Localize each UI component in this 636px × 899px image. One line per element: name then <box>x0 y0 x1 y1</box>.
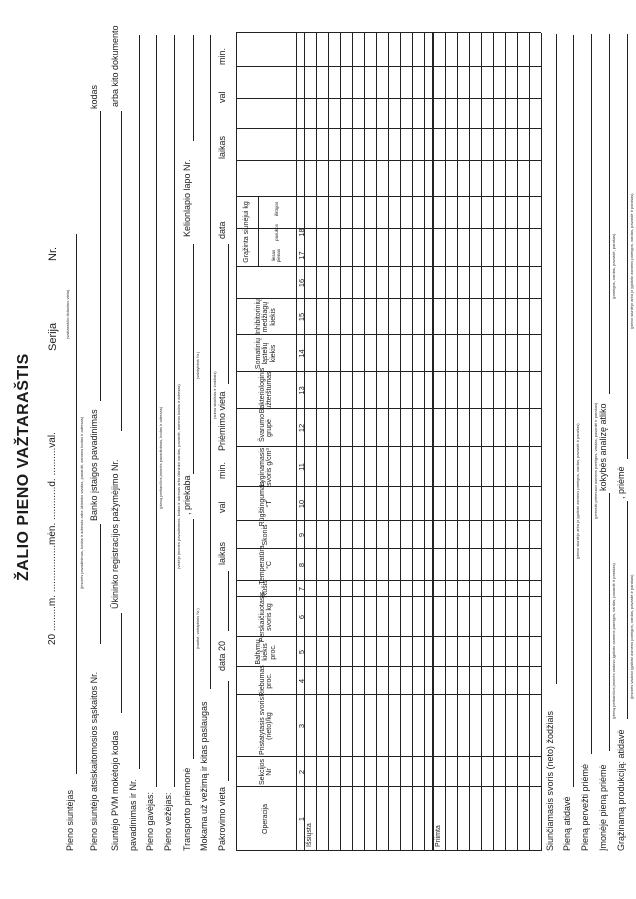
grazinama-label: Grąžinamą produkciją: atidavė <box>616 729 626 851</box>
table-header-cell: Baltymų kiekis proc. <box>254 639 277 665</box>
table-header-cell: Somatinių ląstelių kiekis <box>254 337 277 370</box>
form-title: ŽALIO PIENO VAŽTARAŠTIS <box>15 353 32 581</box>
table-row-line <box>388 33 389 851</box>
table-col-number: 9 <box>297 532 306 538</box>
min2-label: min. <box>217 47 227 65</box>
table-row-line <box>517 33 518 851</box>
pervezti-hint: (pervežti priėmusio asmens pareigos, vardas, pavardė ir parašas) <box>593 402 598 519</box>
table-header-cell: Rūšis <box>262 580 270 598</box>
laikas2-label: laikas <box>217 135 227 159</box>
table-header-cell: Temperatūra °C <box>258 545 273 585</box>
kodas-label: kodas <box>89 84 99 109</box>
gavejas-label: Pieno gavėjas: <box>145 791 155 851</box>
arba-label: arba kito dokumento <box>110 25 120 107</box>
table-header-cell: Riebumas proc. <box>258 665 273 697</box>
table-row-line <box>340 33 341 851</box>
table-col-number: 17 <box>297 251 306 260</box>
table-row-line <box>457 33 458 851</box>
table-col-line <box>236 128 541 129</box>
table-header-sub: išrūgos <box>273 201 279 217</box>
gavejas-hint: (pieną perkančios įmonės pavadinimas, kodas ir adresas) <box>158 406 163 509</box>
siuntejas-line <box>76 234 77 774</box>
table-bottom-line <box>541 33 542 851</box>
table-section-divider <box>432 33 434 851</box>
grazinama-hint: (įmonės vadovo įgalioto asmens pareigos, vardas, pavardė ir parašas) <box>629 574 634 699</box>
kokybe-hint: (pareigos, vardas, pavardė, parašas) <box>611 233 616 299</box>
prieme-hint: (pieno siuntėjo arba jo įgalioto asmens pareigos, vardas, pavardė ir parašas) <box>629 193 634 329</box>
netto-line <box>556 34 557 684</box>
table-col-number: 4 <box>297 678 306 684</box>
val2-label: val <box>217 91 227 103</box>
priekaba-line <box>193 244 194 474</box>
mokama-line <box>210 35 211 689</box>
table-col-number: 2 <box>297 769 306 775</box>
table-row-line <box>505 33 506 851</box>
nr-label: Nr. <box>47 246 59 261</box>
val-label: val <box>217 501 227 513</box>
ukininko-label: Ūkininko registracijos pažymėjimo Nr. <box>110 459 120 609</box>
kelionlapis-label: Kelionlapio lapo Nr. <box>182 159 192 237</box>
bankas-line <box>100 111 101 401</box>
section-issiusta: Išsiųsta <box>306 823 313 847</box>
table-col-number: 8 <box>297 562 306 568</box>
table-col-number: 11 <box>297 463 306 471</box>
table-header-cell: Sekcijos Nr <box>258 758 273 786</box>
pavadinimas-label: pavadinimas ir Nr. <box>128 778 138 851</box>
data20-line <box>228 571 229 631</box>
table-row-line <box>376 33 377 851</box>
siuntejas-label: Pieno siuntėjas <box>65 789 75 851</box>
pakrovimo-line <box>228 681 229 781</box>
transportas-hint: (markė, valstybinis Nr.) <box>195 608 200 649</box>
priekaba-label: , priekaba <box>182 475 192 515</box>
min-label: min. <box>217 461 227 479</box>
table-col-number: 14 <box>297 349 306 358</box>
date-line: 20 .........m. .................mėn. ............d. ..........val. <box>47 432 58 645</box>
table-col-number: 5 <box>297 649 306 655</box>
table-col-line <box>236 98 541 99</box>
table-row-line <box>424 33 425 851</box>
table-row-line <box>445 33 446 851</box>
serija-hint: (važtaraščio išdavimo vieta) <box>65 289 70 339</box>
ukininko-line <box>121 111 122 431</box>
table-header-cell: Inhibitorinių medžiagų kiekis <box>254 299 277 335</box>
pvm-line <box>121 613 122 713</box>
siuntejas-hint: (įmonės pavadinimas, kodas ir adresas arba ūkininko vardas, pavardė, asmens kodas ir adresas) <box>79 416 84 589</box>
atidave-label: Pieną atidavė <box>562 796 572 851</box>
vezejas-line <box>174 35 175 787</box>
table-row-line <box>412 33 413 851</box>
vezejas-hint: (vežėjo įmonės pavadinimas, kodas ir adresas arba ūkininko vardas, pavardė, asmens kodas ir adresas) <box>176 384 181 569</box>
table-header-returned: Grąžinta siunėjui kg <box>243 201 251 263</box>
laikas-label: laikas <box>217 541 227 565</box>
mokama-hint: (suma skaičiais ir žodžiais) <box>212 371 217 419</box>
pavadinimas-line <box>139 35 140 769</box>
table-header-cell: Bakteriologinis užterštumas <box>258 367 273 414</box>
table-col-number: 18 <box>297 228 306 237</box>
netto-label: Siunčiamasis svoris (neto) žodžiais <box>545 710 555 851</box>
table-col-number: 13 <box>297 386 306 395</box>
table-header-cell: Lyginamasis svoris g/cm³ <box>258 447 273 487</box>
table-col-number: 3 <box>297 723 306 729</box>
table-row-line <box>469 33 470 851</box>
prieme-label: , priėmė <box>616 466 626 499</box>
table-header-sub: pasukos <box>273 224 279 241</box>
table-header-cell: Skonis <box>262 524 270 546</box>
table-row-line <box>328 33 329 851</box>
table-col-number: 16 <box>297 278 306 288</box>
priemimo-line <box>228 244 229 384</box>
table-col-number: 1 <box>297 816 306 822</box>
pervezti-label: Pieną pervežti priėmė <box>580 763 590 851</box>
data20-label: data 20 <box>217 640 227 671</box>
pervezti-line <box>591 34 592 754</box>
imoneje-line <box>609 493 610 751</box>
atidave-hint: (pieno siuntėjo arba jo įgalioto asmens pareigos, vardas, pavardė ir parašas) <box>575 423 580 559</box>
table-header-cell: Operacija <box>262 804 270 834</box>
table-row-line <box>493 33 494 851</box>
atidave-line <box>573 35 574 787</box>
table-col-line <box>236 32 541 33</box>
imoneje-label: Įmonėje pieną priėmė <box>598 764 608 851</box>
table-row-line <box>316 33 317 851</box>
table-header-cell: Perskaičiuotasis svoris kg <box>258 591 273 643</box>
table-col-number: 15 <box>297 312 306 322</box>
table-col-number: 6 <box>297 614 306 620</box>
table-row-line <box>352 33 353 851</box>
table-row-line <box>529 33 530 851</box>
table-header-cell: Švarumo grupė <box>258 414 273 443</box>
table-header-sub: liesas pienas <box>271 248 281 263</box>
kokybe-label: kokybės analizę atliko <box>598 403 608 491</box>
data-label: data <box>217 221 227 239</box>
pvm-label: Siuntėjo PVM mokėtojo kodas <box>110 730 120 851</box>
table-header-cell: Rūgštingumas °T <box>258 481 273 527</box>
grazinama-line <box>627 501 628 719</box>
kelionlapis-line <box>193 35 194 141</box>
saskaita-line <box>100 524 101 644</box>
bankas-label: Banko įstaigos pavadinimas <box>89 409 99 521</box>
priekaba-hint: (valstybinis Nr.) <box>195 351 200 379</box>
section-priimta: Priimta <box>435 825 442 847</box>
table-col-number: 10 <box>297 499 306 509</box>
transportas-line <box>193 519 194 759</box>
priemimo-label: Priėmimo vieta <box>217 391 227 451</box>
gavejas-line <box>156 35 157 787</box>
mokama-label: Mokama už vežimą ir kitas paslaugas <box>199 701 209 851</box>
table-col-number: 7 <box>297 586 306 592</box>
table-col-number: 12 <box>297 423 306 433</box>
imoneje-hint: (pieną perkančios įmonės vadovo įgalioto asmens pareigos, vardas, pavardė ir parašas) <box>611 563 616 719</box>
saskaita-label: Pieno siuntėjo atsiskaitomosios sąskaitos Nr. <box>89 671 99 851</box>
pakrovimo-label: Pakrovimo vieta <box>217 786 227 851</box>
table-row-line <box>400 33 401 851</box>
prieme-line <box>627 34 628 459</box>
table-col-line <box>236 160 541 161</box>
table-col-line <box>236 66 541 67</box>
table-row-line <box>481 33 482 851</box>
table-row-line <box>364 33 365 851</box>
kokybe-line <box>609 34 610 394</box>
transportas-label: Transporto priemonė <box>182 767 192 851</box>
serija-label: Serija <box>47 322 59 351</box>
vezejas-label: Pieno vežėjas: <box>163 792 173 851</box>
table-header-cell: Pristatytasis svoris (neto)/kg <box>258 697 273 755</box>
